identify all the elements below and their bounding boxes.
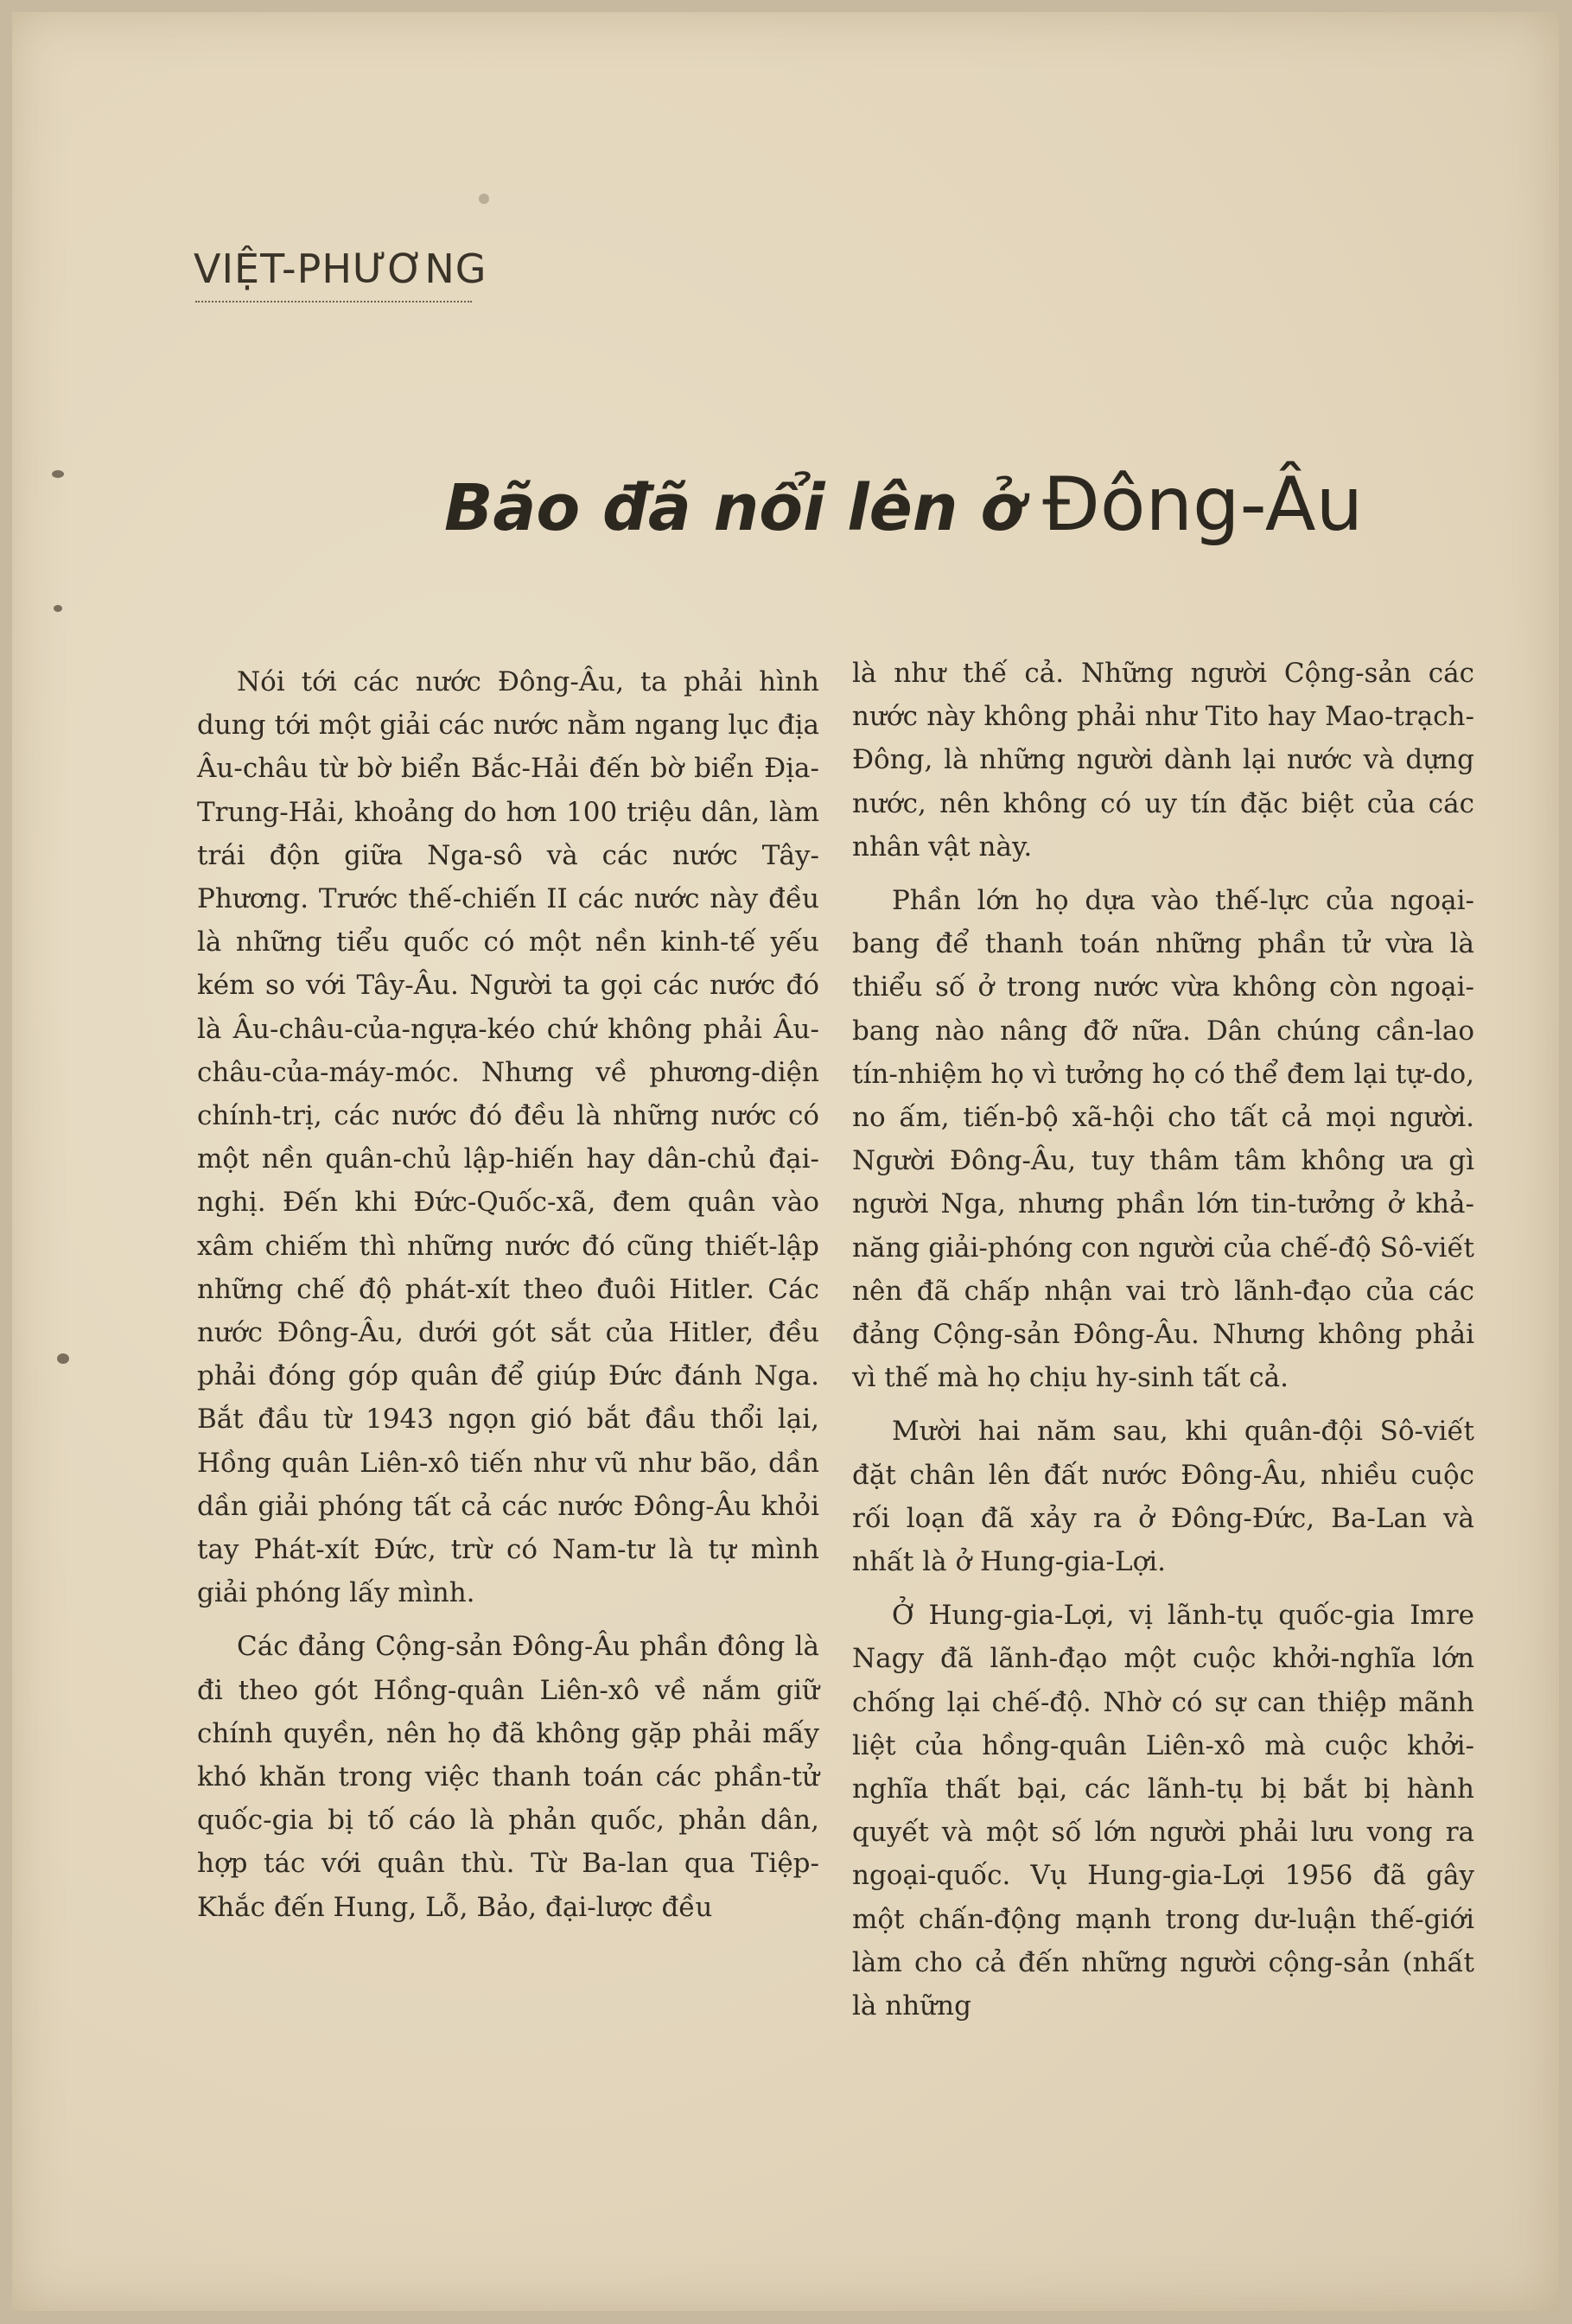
paragraph: Nói tới các nước Đông-Âu, ta phải hình dung tới một giải các nước nằm ngang lục địa Âu-châu từ bờ biển Bắc-Hải đến bờ biển Địa-Trung-Hải, khoảng do hơn 100 triệu dân, làm trái độn giữa Nga-sô và các nước Tây-Phương. Trước thế-chiến II các nước này đều là những tiểu quốc có một nền kinh-tế yếu kém so với Tây-Âu. Người ta gọi các nước đó là Âu-châu-của-ngựa-kéo chứ không phải Âu-châu-của-máy-móc. Nhưng về phương-diện chính-trị, các nước đó đều là những nước có một nền quân-chủ lập-hiến hay dân-chủ đại-nghị. Đến khi Đức-Quốc-xã, đem quân vào xâm chiếm thì những nước đó cũng thiết-lập những chế độ phát-xít theo đuôi Hitler. Các nước Đông-Âu, dưới gót sắt của Hitler, đều phải đóng góp quân để giúp Đức đánh Nga. Bắt đầu từ 1943 ngọn gió bắt đầu thổi lại, Hồng quân Liên-xô tiến như vũ như bão, dần dần giải phóng tất cả các nước Đông-Âu khỏi tay Phát-xít Đức, trừ có Nam-tư là tự mình giải phóng lấy mình. (197, 666, 819, 1609)
article-title (444, 462, 1363, 548)
paper-spot (479, 194, 489, 204)
paper-spot (57, 1353, 69, 1364)
paper-spot (52, 470, 64, 478)
left-column (197, 660, 819, 1939)
paragraph: Mười hai năm sau, khi quân-đội Sô-viết đặt chân lên đất nước Đông-Âu, nhiều cuộc rối loạn đã xảy ra ở Đông-Đức, Ba-Lan và nhất là ở Hung-gia-Lợi. (852, 1416, 1474, 1578)
title-bold-part: Bão đã nổi lên ở (444, 471, 1025, 545)
page-sheet (12, 12, 1559, 2311)
paragraph: Ở Hung-gia-Lợi, vị lãnh-tụ quốc-gia Imre Nagy đã lãnh-đạo một cuộc khởi-nghĩa lớn chống lại chế-độ. Nhờ có sự can thiệp mãnh liệt của hồng-quân Liên-xô mà cuộc khởi-nghĩa thất bại, các lãnh-tụ bị bắt bị hành quyết và một số lớn người phải lưu vong ra ngoại-quốc. Vụ Hung-gia-Lợi 1956 đã gây một chấn-động mạnh trong dư-luận thế-giới làm cho cả đến những người cộng-sản (nhất là những (852, 1600, 1474, 2022)
paper-spot (54, 605, 62, 612)
paragraph: Các đảng Cộng-sản Đông-Âu phần đông là đi theo gót Hồng-quân Liên-xô về nắm giữ chính quyền, nên họ đã không gặp phải mấy khó khăn trong việc thanh toán các phần-tử quốc-gia bị tố cáo là phản quốc, phản dân, hợp tác với quân thù. Từ Ba-lan qua Tiệp-Khắc đến Hung, Lỗ, Bảo, đại-lược đều (197, 1631, 819, 1923)
paragraph: Phần lớn họ dựa vào thế-lực của ngoại-bang để thanh toán những phần tử vừa là thiểu số ở trong nước vừa không còn ngoại-bang nào nâng đỡ nữa. Dân chúng cần-lao tín-nhiệm họ vì tưởng họ có thể đem lại tự-do, no ấm, tiến-bộ xã-hội cho tất cả mọi người. Người Đông-Âu, tuy thâm tâm không ưa gì người Nga, nhưng phần lớn tin-tưởng ở khả-năng giải-phóng con người của chế-độ Sô-viết nên đã chấp nhận vai trò lãnh-đạo của các đảng Cộng-sản Đông-Âu. Nhưng không phải vì thế mà họ chịu hy-sinh tất cả. (852, 885, 1474, 1394)
author-name: VIỆT-PHƯƠNG (194, 245, 487, 292)
right-column (852, 652, 1474, 2038)
title-light-part: Đông-Âu (1042, 462, 1364, 548)
paragraph: là như thế cả. Những người Cộng-sản các nước này không phải như Tito hay Mao-trạch-Đông, là những người dành lại nước và dựng nước, nên không có uy tín đặc biệt của các nhân vật này. (852, 658, 1474, 863)
author-underline (195, 301, 472, 302)
